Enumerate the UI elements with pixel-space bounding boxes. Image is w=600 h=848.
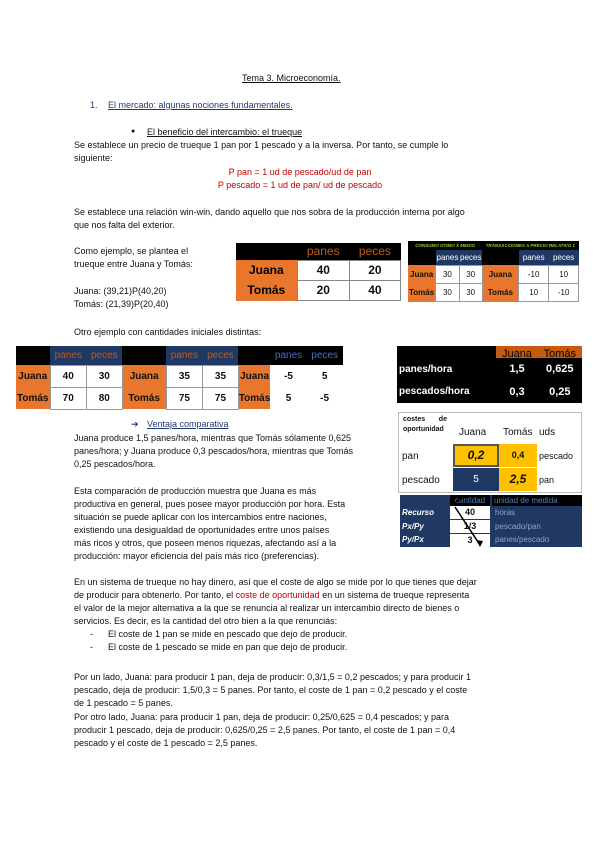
text-run: de producir para obtenerlo. Por tanto, el xyxy=(74,590,236,600)
table-cell: 0,3 xyxy=(509,385,525,398)
table-header: panes xyxy=(297,243,349,260)
table-header: panes xyxy=(519,250,549,265)
paragraph-line: Juana: (39,21)P(40,20) xyxy=(74,286,167,296)
table-cell: 40 xyxy=(450,506,490,519)
text-run: en un sistema de trueque representa xyxy=(319,590,470,600)
table-header: panes xyxy=(270,346,306,365)
paragraph-line: producción: mayor eficiencia del país más rico (preferencias). xyxy=(74,551,320,561)
dash-mark: - xyxy=(90,629,93,639)
paragraph-line: 0,25 pescados/hora. xyxy=(74,459,156,469)
table-header: peces xyxy=(203,346,239,365)
row-label: Tomás xyxy=(408,283,436,301)
paragraph-line: servicios. Es decir, es la cantidad del otro bien a la que renunciás: xyxy=(74,616,338,626)
row-label: Tomás xyxy=(122,387,166,409)
table-header: peces xyxy=(86,346,122,365)
resource-table xyxy=(400,495,582,547)
paragraph-line xyxy=(74,589,469,602)
table-group-header: TRANSACCIONES A PRECIO RELATIVO 1 xyxy=(482,241,578,250)
row-unit: pescado xyxy=(539,451,574,461)
barter-table-1 xyxy=(236,243,401,301)
table-header: Tomás xyxy=(503,427,533,438)
row-label: Tomás xyxy=(16,387,50,409)
table-cell: -5 xyxy=(307,387,343,409)
table-cell: 30 xyxy=(459,283,482,301)
paragraph-line: Por otro lado, Juana: para producir 1 pan, deja de producir: 0,25/0,625 = 0,4 pescados; y para xyxy=(74,712,449,722)
table-cell: 10 xyxy=(519,283,549,301)
table-header-empty xyxy=(236,243,297,260)
row-label: Tomás xyxy=(238,387,270,409)
row-label: Juana xyxy=(122,365,166,387)
table-header: uds xyxy=(539,427,556,438)
table-cell: 0,625 xyxy=(546,363,574,376)
table-header-empty xyxy=(16,346,50,365)
productivity-table xyxy=(397,346,582,403)
paragraph-line: En un sistema de trueque no hay dinero, así que el coste de algo se mide por lo que tienes que dejar xyxy=(74,577,477,587)
paragraph-line: Por un lado, Juana: para producir 1 pan, deja de producir: 0,3/1,5 = 0,2 pescados; y para producir 1 xyxy=(74,672,472,682)
table-group-header: CONSUMO OTIMO X MEDIO xyxy=(408,241,482,250)
paragraph-line: de 1 pescado = 5 panes. xyxy=(74,698,173,708)
table-header: cantidad xyxy=(450,495,490,506)
paragraph-line: pescado, deja de producir: 1,5/0,3 = 5 panes. Por tanto, el coste de 1 pan = 0,2 pescado y el coste xyxy=(74,685,468,695)
paragraph-line: Juana produce 1,5 panes/hora, mientras que Tomás sólamente 0,625 xyxy=(74,433,352,443)
table-cell: 70 xyxy=(50,387,86,409)
paragraph-line: Se establece un precio de trueque 1 pan por 1 pescado y a la inversa. Por tanto, se cumple lo xyxy=(74,140,449,150)
table-cell: 40 xyxy=(297,260,349,280)
subsection-heading: Ventaja comparativa xyxy=(147,419,229,429)
formula-pescado: P pescado = 1 ud de pan/ ud de pescado xyxy=(217,180,383,190)
paragraph-line: producir 1 pescado, deja de producir: 0,625/0,25 = 2,5 panes. Por tanto, el coste de 1 pan = 0,4 xyxy=(74,725,456,735)
table-header: Juana xyxy=(496,346,537,358)
section-number: 1. xyxy=(90,100,98,110)
paragraph-line: que nos falta del exterior. xyxy=(74,220,175,230)
row-label: Recurso xyxy=(402,508,435,517)
paragraph-line: productiva en general, pues posee mayor producción por hora. Esta xyxy=(74,499,346,509)
row-label: pescados/hora xyxy=(399,386,470,398)
relation-arrows xyxy=(400,495,582,555)
table-cell: 35 xyxy=(203,365,239,387)
paragraph-line: pescado y el coste de 1 pescado = 2,5 panes. xyxy=(74,738,258,748)
table-cell: 20 xyxy=(349,260,400,280)
row-label: Juana xyxy=(16,365,50,387)
table-cell: 75 xyxy=(203,387,239,409)
row-label: panes/hora xyxy=(399,363,453,375)
table-cell: 5 xyxy=(453,468,499,491)
table-cell: pescado/pan xyxy=(495,522,541,531)
table-header: unidad de medida xyxy=(492,495,582,506)
table-cell: 30 xyxy=(459,265,482,283)
table-cell: 30 xyxy=(436,265,459,283)
table-corner: costes de xyxy=(403,416,447,423)
highlight-term: coste de oportunidad xyxy=(235,590,320,600)
paragraph-line: Se establece una relación win-win, dando aquello que nos sobra de la producción interna por algo xyxy=(74,207,465,217)
table-header-empty xyxy=(238,346,270,365)
paragraph-line: trueque entre Juana y Tomás: xyxy=(74,259,193,269)
table-cell: 20 xyxy=(297,280,349,300)
barter-table-2 xyxy=(408,241,579,302)
table-cell: 40 xyxy=(349,280,400,300)
paragraph-line: situación se puede aplicar con los intercambios entre naciones, xyxy=(74,512,327,522)
subsection-heading: El beneficio del intercambio: el trueque xyxy=(147,127,303,137)
table-cell: panes/pescado xyxy=(495,535,550,544)
paragraph-line: panes/hora; y Juana produce 0,3 pescados/hora, mientras que Tomás xyxy=(74,446,354,456)
paragraph-line: existiendo una desigualdad de oportunidades entre unos países xyxy=(74,525,330,535)
table-header-empty xyxy=(482,250,518,265)
table-cell: 1,5 xyxy=(509,363,525,376)
paragraph-line: siguiente: xyxy=(74,153,113,163)
table-header: panes xyxy=(436,250,459,265)
table-cell: 1/3 xyxy=(450,520,490,533)
table-cell: 5 xyxy=(307,365,343,387)
table-header: panes xyxy=(50,346,86,365)
table-header-empty xyxy=(397,346,496,358)
row-label: pan xyxy=(402,451,419,462)
table-cell: -5 xyxy=(270,365,306,387)
paragraph-line: el valor de la mejor alternativa a la que se renuncia al realizar un intercambio directo de bienes o xyxy=(74,603,460,613)
table-cell: 10 xyxy=(549,265,579,283)
bullet-mark: ● xyxy=(131,128,136,135)
formula-pan: P pan = 1 ud de pescado/ud de pan xyxy=(228,167,372,177)
table-corner: oportunidad xyxy=(403,426,444,433)
initial-quantities-table xyxy=(16,346,343,410)
table-header: panes xyxy=(166,346,202,365)
opportunity-cost-table xyxy=(398,412,582,493)
paragraph-line: Esta comparación de producción muestra que Juana es más xyxy=(74,486,317,496)
table-cell: 2,5 xyxy=(499,468,537,491)
table-header: Tomás xyxy=(538,346,582,358)
table-cell: horas xyxy=(495,508,516,517)
paragraph-line: Como ejemplo, se plantea el xyxy=(74,246,189,256)
list-item: El coste de 1 pan se mide en pescado que dejo de producir. xyxy=(108,629,348,639)
table-header: peces xyxy=(459,250,482,265)
row-label: pescado xyxy=(402,475,440,486)
table-header: peces xyxy=(307,346,343,365)
paragraph-line: más ricos y otros, que poseen menos riquezas, afectando así a la xyxy=(74,538,337,548)
page-title: Tema 3. Microeconomía. xyxy=(242,73,341,83)
table-cell: 30 xyxy=(86,365,122,387)
table-cell: 0,2 xyxy=(453,444,499,467)
table-cell: 80 xyxy=(86,387,122,409)
table-cell: -10 xyxy=(519,265,549,283)
row-label: Tomás xyxy=(236,280,297,300)
table-cell: 40 xyxy=(50,365,86,387)
table-header: peces xyxy=(349,243,400,260)
row-label: Juana xyxy=(408,265,436,283)
table-cell: 0,4 xyxy=(499,444,537,467)
table-header-empty xyxy=(408,250,436,265)
dash-mark: - xyxy=(90,642,93,652)
paragraph-line: Tomás: (21,39)P(20,40) xyxy=(74,299,169,309)
table-cell: 35 xyxy=(166,365,202,387)
paragraph-line: Otro ejemplo con cantidades iniciales distintas: xyxy=(74,327,262,337)
table-cell: 3 xyxy=(450,534,490,547)
row-label: Juana xyxy=(236,260,297,280)
table-cell: -10 xyxy=(549,283,579,301)
table-cell: 5 xyxy=(270,387,306,409)
table-cell: 0,25 xyxy=(549,385,571,398)
list-item: El coste de 1 pescado se mide en pan que dejo de producir. xyxy=(108,642,348,652)
row-label: Tomás xyxy=(482,283,518,301)
row-label: Juana xyxy=(238,365,270,387)
section-heading: El mercado: algunas nociones fundamentales. xyxy=(108,100,293,110)
table-cell: 75 xyxy=(166,387,202,409)
table-header: Juana xyxy=(459,427,487,438)
row-label: Px/Py xyxy=(402,522,424,531)
arrow-icon: ➔ xyxy=(131,419,139,429)
row-label: Juana xyxy=(482,265,518,283)
table-header-empty xyxy=(122,346,166,365)
table-cell: 30 xyxy=(436,283,459,301)
row-unit: pan xyxy=(539,475,555,485)
table-header: peces xyxy=(549,250,579,265)
row-label: Py/Px xyxy=(402,535,424,544)
